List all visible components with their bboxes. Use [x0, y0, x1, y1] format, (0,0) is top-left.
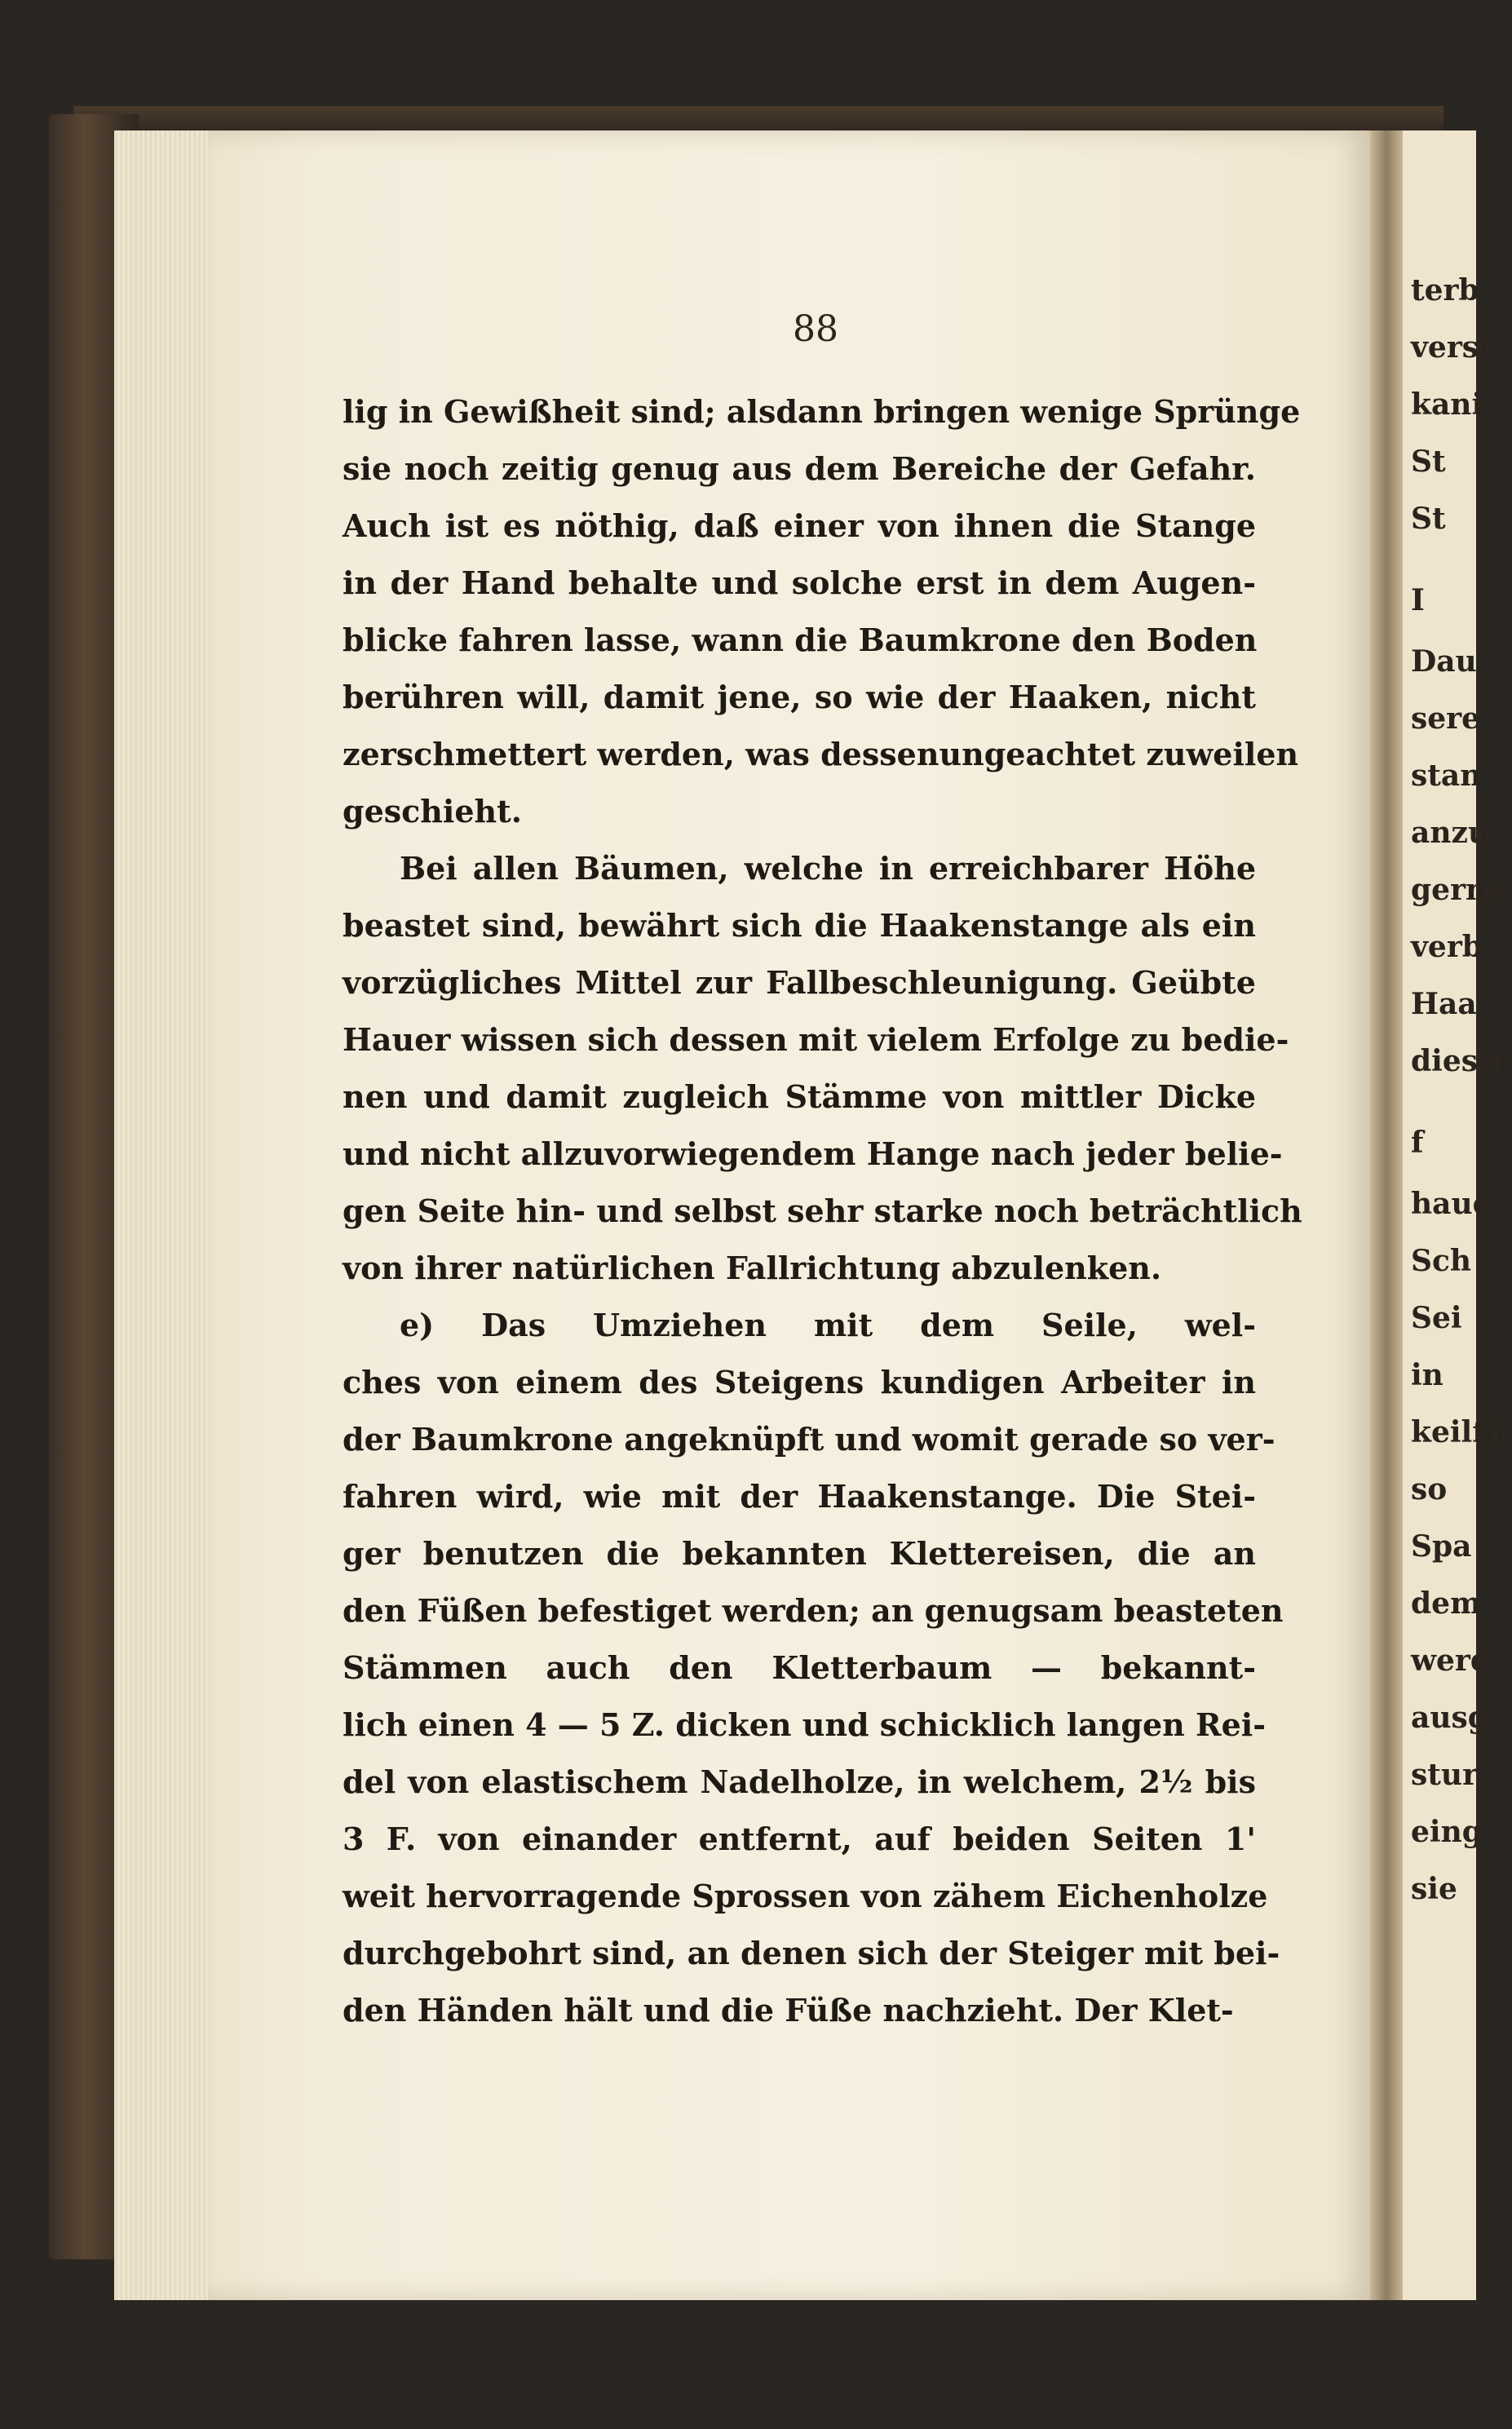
right-page-fragment: terb: [1411, 273, 1479, 307]
right-page: [1403, 131, 1512, 2300]
right-page-fragment: Dau: [1411, 644, 1477, 679]
right-page-fragment: sie: [1411, 1872, 1457, 1906]
right-page-fragment: eing: [1411, 1815, 1483, 1849]
text-line: nen und damit zugleich Stämme von mittler Dicke: [343, 1078, 1256, 1115]
text-line: geschieht.: [343, 793, 522, 830]
text-line: ger benutzen die bekannten Klettereisen, die an: [343, 1535, 1256, 1572]
text-line: gen Seite hin- und selbst sehr starke noch beträchtlich: [343, 1192, 1302, 1229]
right-page-fragment: St: [1411, 502, 1446, 536]
text-line: beastet sind, bewährt sich die Haakenstange als ein: [343, 907, 1256, 944]
text-line: fahren wird, wie mit der Haakenstange. Die Stei-: [343, 1478, 1256, 1515]
right-page-fragment: dieser: [1411, 1044, 1512, 1078]
right-page-fragment: Haa: [1411, 987, 1477, 1021]
text-line: der Baumkrone angeknüpft und womit gerade so ver-: [343, 1421, 1275, 1458]
right-page-fragment: f: [1411, 1126, 1424, 1160]
right-page-fragment: gerne: [1411, 873, 1506, 907]
text-line: zerschmettert werden, was dessenungeachtet zuweilen: [343, 736, 1299, 772]
text-line: von ihrer natürlichen Fallrichtung abzulenken.: [343, 1250, 1162, 1286]
right-page-fragment: so: [1411, 1472, 1448, 1507]
text-line: vorzügliches Mittel zur Fallbeschleunigung. Geübte: [343, 964, 1256, 1001]
text-line: weit hervorragende Sprossen von zähem Eichenholze: [343, 1878, 1268, 1914]
text-line: del von elastischem Nadelholze, in welchem, 2½ bis: [343, 1763, 1256, 1800]
right-page-fragment: versi: [1411, 330, 1490, 365]
page-number: 88: [793, 308, 838, 350]
text-line: und nicht allzuvorwiegendem Hange nach jeder belie-: [343, 1135, 1283, 1172]
text-line: den Füßen befestiget werden; an genugsam beasteten: [343, 1592, 1284, 1629]
text-line: Stämmen auch den Kletterbaum — bekannt-: [343, 1649, 1256, 1686]
text-line: e) Das Umziehen mit dem Seile, wel-: [400, 1307, 1256, 1343]
text-line: sie noch zeitig genug aus dem Bereiche der Gefahr.: [343, 450, 1256, 487]
right-page-fragment: in: [1411, 1358, 1443, 1392]
text-line: ches von einem des Steigens kundigen Arbeiter in: [343, 1364, 1256, 1400]
right-page-fragment: haue: [1411, 1187, 1492, 1221]
text-line: durchgebohrt sind, an denen sich der Steiger mit bei-: [343, 1935, 1280, 1971]
body-text: [343, 383, 1302, 2039]
right-page-fragment: dem: [1411, 1586, 1482, 1621]
text-line: Bei allen Bäumen, welche in erreichbarer Höhe: [400, 850, 1256, 887]
text-line: blicke fahren lasse, wann die Baumkrone den Boden: [343, 622, 1258, 658]
text-line: in der Hand behalte und solche erst in dem Augen-: [343, 564, 1256, 601]
text-line: Hauer wissen sich dessen mit vielem Erfolge zu bedie-: [343, 1021, 1289, 1058]
right-page-fragment: St: [1411, 445, 1446, 479]
right-page-fragment: Sch: [1411, 1244, 1472, 1278]
text-line: den Händen hält und die Füße nachzieht. Der Klet-: [343, 1992, 1234, 2029]
right-page-fragment: verb: [1411, 930, 1483, 964]
right-page-fragment: kani: [1411, 387, 1483, 422]
right-page-fragment: sere: [1411, 701, 1481, 736]
right-page-fragment: keilfö: [1411, 1415, 1505, 1449]
text-line: berühren will, damit jene, so wie der Haaken, nicht: [343, 679, 1256, 715]
text-line: 3 F. von einander entfernt, auf beiden Seiten 1': [343, 1821, 1256, 1857]
right-page-fragment: Sei: [1411, 1301, 1462, 1335]
text-line: lich einen 4 — 5 Z. dicken und schicklich langen Rei-: [343, 1706, 1266, 1743]
text-line: Auch ist es nöthig, daß einer von ihnen die Stange: [343, 507, 1256, 544]
right-page-fragment: werd: [1411, 1644, 1492, 1678]
right-page-fragment: Spa: [1411, 1529, 1472, 1564]
right-page-fragment: anzu: [1411, 816, 1490, 850]
right-page-fragment: ausg: [1411, 1701, 1488, 1735]
right-page-fragment: stan: [1411, 759, 1482, 793]
page-edges: [114, 131, 212, 2300]
right-page-fragment: I: [1411, 583, 1425, 617]
right-page-fragment: stur: [1411, 1758, 1479, 1792]
book-gutter: [1370, 131, 1403, 2300]
text-line: lig in Gewißheit sind; alsdann bringen wenige Sprünge: [343, 393, 1301, 430]
